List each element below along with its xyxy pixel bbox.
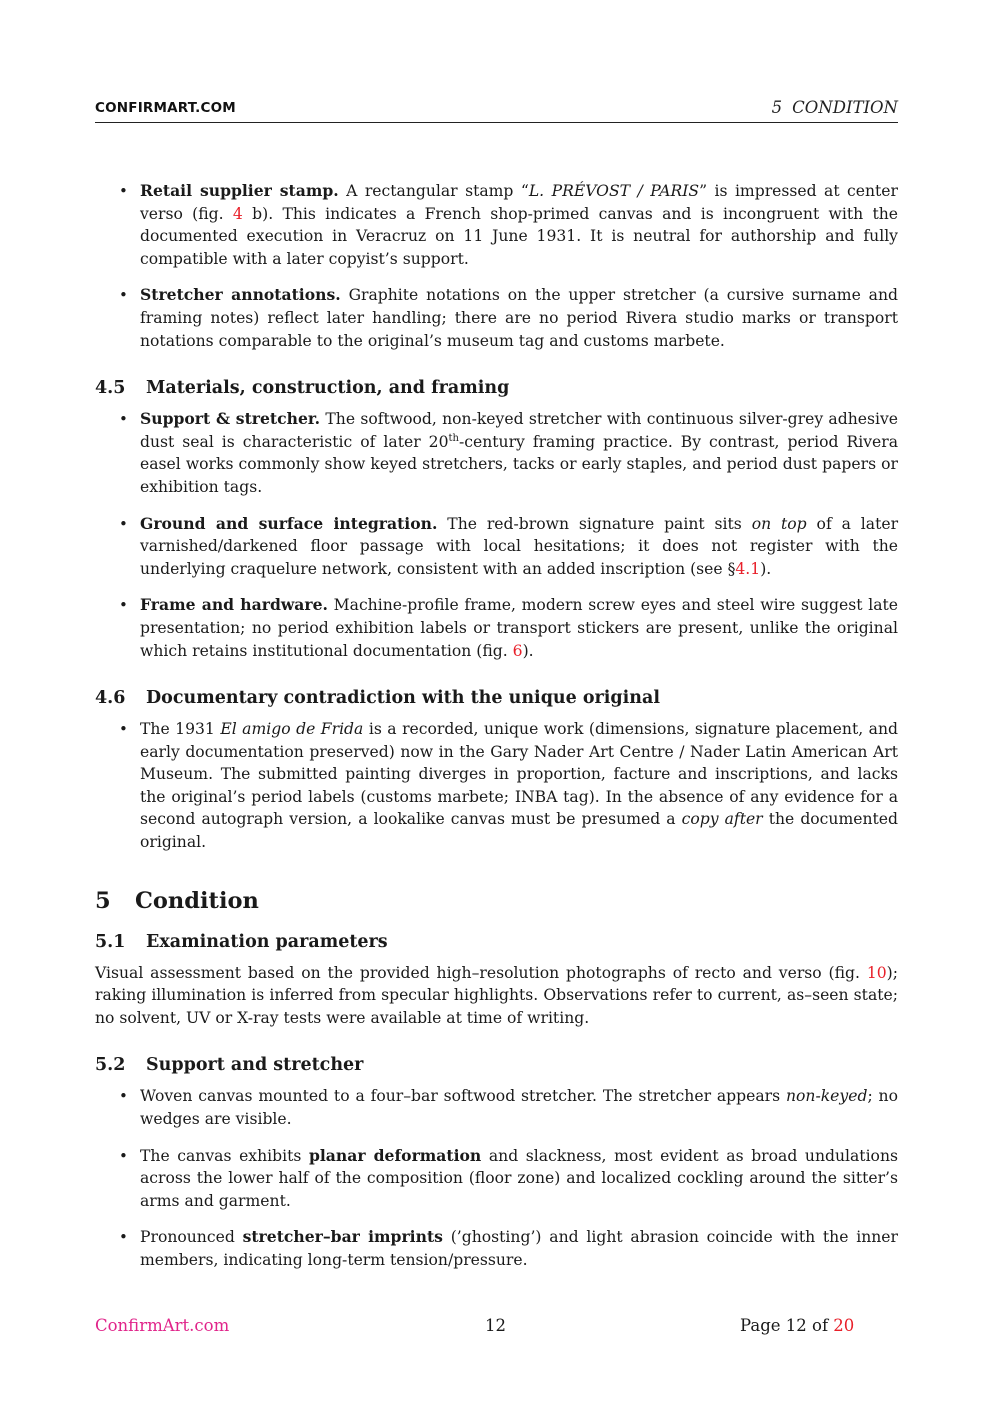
bullet-list-documentary bbox=[95, 718, 898, 854]
item-text: ” is impressed at center verso (fig. bbox=[140, 182, 898, 223]
section-link[interactable]: 4.1 bbox=[735, 559, 761, 578]
item-text: ). bbox=[522, 641, 534, 660]
list-item bbox=[95, 718, 898, 854]
item-label: Stretcher annotations. bbox=[140, 285, 341, 305]
item-italic: L. PRÉVOST / PARIS bbox=[528, 182, 700, 200]
item-text: The 1931 bbox=[140, 720, 221, 739]
section-number: 5.1 bbox=[95, 931, 126, 952]
item-text: is a recorded, unique work (dimensions, signature placement, and early documentation preserved) now in the Gary Nader Art Centre / Nader Latin American Art Museum. The submitted painting diverges in proportion, facture and inscriptions, and lacks the original’s period labels (customs marbete; INBA tag). In the absence of any evidence for a second autograph version, a lookalike canvas must be presumed a bbox=[140, 720, 898, 829]
running-head-number: 5 bbox=[771, 98, 783, 117]
paragraph bbox=[95, 962, 898, 1030]
item-italic: non-keyed bbox=[785, 1087, 868, 1106]
list-item bbox=[95, 513, 898, 581]
running-head-title: CONDITION bbox=[792, 98, 898, 117]
footer-site-link[interactable]: ConfirmArt.com bbox=[95, 1316, 230, 1335]
item-text: ; no wedges are visible. bbox=[140, 1087, 898, 1129]
item-text: Graphite notations on the upper stretcher (a cursive surname and framing notes) reflect later handling; there are no period Rivera studio marks or transport notations comparable to the original’s museum tag and customs marbete. bbox=[140, 286, 898, 350]
item-italic: copy after bbox=[681, 810, 763, 829]
figure-link[interactable]: 4 bbox=[232, 204, 243, 223]
item-text: The red-brown signature paint sits bbox=[437, 514, 752, 533]
section-number: 5.2 bbox=[95, 1055, 126, 1076]
item-text: The softwood, non-keyed stretcher with continuous silver-grey adhesive dust seal is characteristic of later 20 bbox=[140, 410, 899, 451]
figure-link[interactable]: 6 bbox=[512, 641, 523, 660]
item-label: Ground and surface integration. bbox=[140, 513, 438, 533]
list-item bbox=[95, 1085, 898, 1130]
item-text: Pronounced bbox=[140, 1228, 243, 1247]
item-text: Machine-profile frame, modern screw eyes and steel wire suggest late presentation; no period exhibition labels or transport stickers are present, unlike the original which retains institutional documentation (fig. bbox=[140, 596, 899, 660]
list-item bbox=[95, 180, 898, 270]
item-italic: El amigo de Frida bbox=[220, 720, 364, 739]
page-header bbox=[95, 98, 898, 123]
item-label: Retail supplier stamp. bbox=[140, 181, 339, 200]
section-number: 4.6 bbox=[95, 688, 126, 709]
item-text: ). bbox=[760, 559, 772, 578]
section-number: 4.5 bbox=[95, 378, 126, 399]
item-text: A rectangular stamp “ bbox=[338, 182, 529, 200]
item-bold: stretcher–bar imprints bbox=[242, 1227, 443, 1247]
figure-link[interactable]: 10 bbox=[866, 963, 887, 982]
item-text: of a later varnished/darkened floor passage with local hesitations; it does not register with the underlying craquelure network, consistent with an added inscription (see § bbox=[140, 514, 899, 578]
chapter-title: Condition bbox=[135, 887, 259, 914]
item-italic: on top bbox=[751, 514, 807, 533]
chapter-number: 5 bbox=[95, 887, 111, 914]
section-title: Documentary contradiction with the unique original bbox=[146, 688, 661, 709]
bullet-list-support bbox=[95, 1085, 898, 1271]
bullet-list-materials bbox=[95, 408, 898, 662]
site-logo: CONFIRMART.COM bbox=[95, 100, 236, 116]
running-head bbox=[772, 98, 898, 117]
main-content bbox=[95, 180, 898, 1272]
footer-page-count bbox=[740, 1316, 854, 1335]
list-item bbox=[95, 594, 898, 662]
page-count-prefix: Page 12 of bbox=[740, 1316, 834, 1335]
item-text: and slackness, most evident as broad undulations across the lower half of the composition (floor zone) and localized cockling around the sitter’s arms and garment. bbox=[140, 1146, 898, 1210]
section-title: Support and stretcher bbox=[146, 1055, 364, 1076]
item-text: The canvas exhibits bbox=[140, 1146, 309, 1165]
item-label: Support & stretcher. bbox=[140, 409, 321, 429]
section-heading bbox=[95, 932, 898, 952]
paragraph-text: ); raking illumination is inferred from specular highlights. Observations refer to current, as–seen state; no solvent, UV or X-ray tests were available at time of writing. bbox=[95, 963, 898, 1027]
section-heading bbox=[95, 1055, 898, 1075]
item-text: the documented original. bbox=[140, 810, 898, 852]
section-heading bbox=[95, 688, 898, 708]
total-pages-link[interactable]: 20 bbox=[833, 1316, 855, 1335]
list-item bbox=[95, 1145, 898, 1213]
list-item bbox=[95, 408, 898, 498]
item-label: Frame and hardware. bbox=[140, 595, 328, 615]
item-text: (’ghosting’) and light abrasion coincide with the inner members, indicating long-term tension/pressure. bbox=[140, 1228, 898, 1269]
paragraph-text: Visual assessment based on the provided high–resolution photographs of recto and verso (fig. bbox=[95, 963, 867, 982]
item-bold: planar deformation bbox=[308, 1145, 482, 1165]
item-text: b). This indicates a French shop-primed canvas and is incongruent with the documented execution in Veracruz on 11 June 1931. It is neutral for authorship and fully compatible with a later copyist’s support. bbox=[140, 204, 898, 268]
bullet-list-stamps bbox=[95, 180, 898, 352]
list-item bbox=[95, 1226, 898, 1271]
section-title: Materials, construction, and framing bbox=[146, 378, 510, 399]
list-item bbox=[95, 284, 898, 352]
footer-page-number: 12 bbox=[485, 1316, 506, 1335]
chapter-heading bbox=[95, 888, 898, 914]
section-heading bbox=[95, 378, 898, 398]
item-text: Woven canvas mounted to a four–bar softwood stretcher. The stretcher appears bbox=[140, 1087, 786, 1106]
item-text: -century framing practice. By contrast, period Rivera easel works commonly show keyed stretchers, tacks or early staples, and period dust papers or exhibition tags. bbox=[140, 432, 898, 496]
section-title: Examination parameters bbox=[146, 931, 388, 952]
item-superscript: th bbox=[448, 432, 459, 444]
